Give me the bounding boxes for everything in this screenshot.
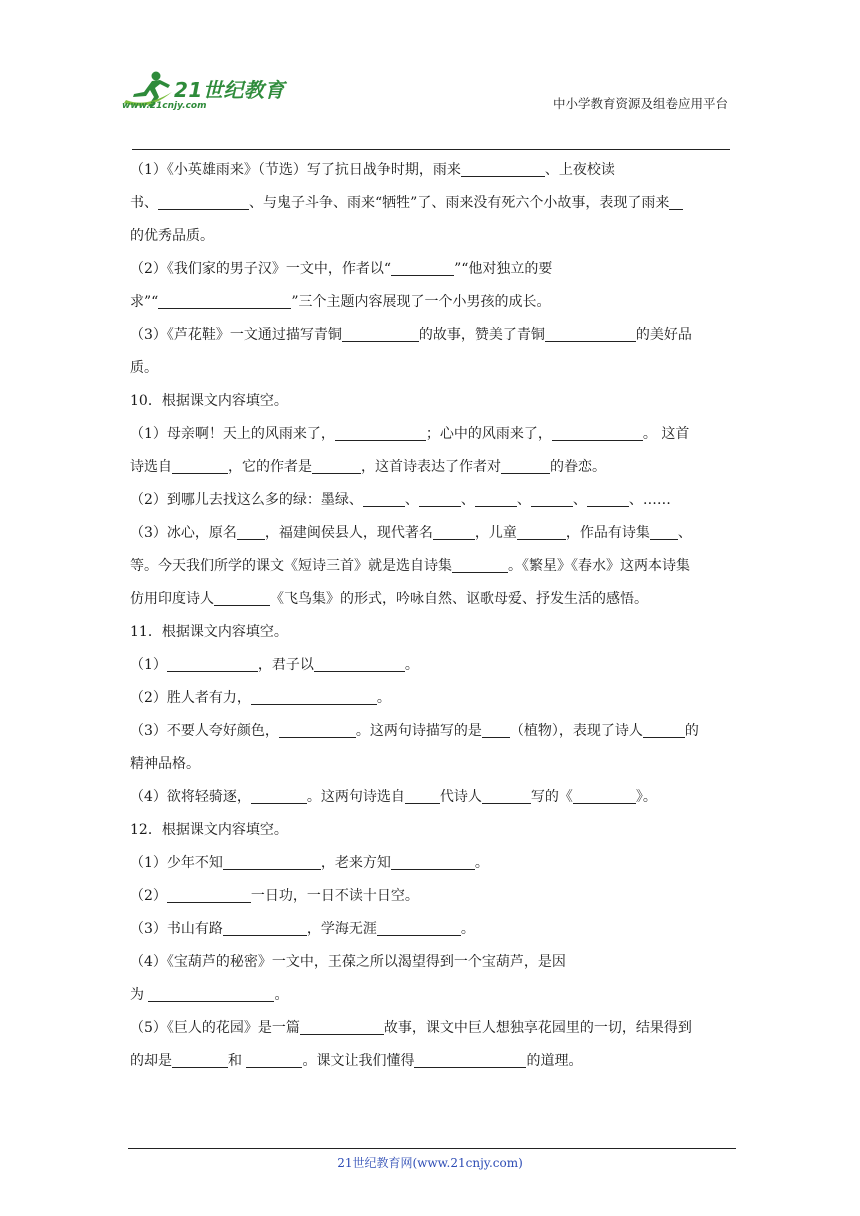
text-line: 的优秀品质。 xyxy=(130,228,214,244)
answer-blank[interactable] xyxy=(517,523,566,540)
text-line: 诗选自 ，它的作者是 ，这首诗表达了作者对 的眷恋。 xyxy=(130,459,606,475)
answer-blank[interactable] xyxy=(391,259,454,276)
answer-blank[interactable] xyxy=(172,457,228,474)
answer-blank[interactable] xyxy=(214,589,270,606)
text-line: 12．根据课文内容填空。 xyxy=(130,822,288,838)
answer-blank[interactable] xyxy=(167,655,258,672)
answer-blank[interactable] xyxy=(501,457,550,474)
text-line: （3）不要人夸好颜色， 。这两句诗描写的是 （植物），表现了诗人 的 xyxy=(130,723,699,739)
logo-text: 21世纪教育 xyxy=(174,78,285,102)
text-line: （1）少年不知 ，老来方知 。 xyxy=(130,855,489,871)
header-divider xyxy=(132,149,730,150)
answer-blank[interactable] xyxy=(531,490,573,507)
text-line: （1） ，君子以 。 xyxy=(130,657,419,673)
text-line: 等。今天我们所学的课文《短诗三首》就是选自诗集 。《繁星》《春水》这两本诗集 xyxy=(130,558,690,574)
text-line: 精神品格。 xyxy=(130,756,200,772)
answer-blank[interactable] xyxy=(223,919,307,936)
answer-blank[interactable] xyxy=(300,1018,384,1035)
answer-blank[interactable] xyxy=(482,721,510,738)
answer-blank[interactable] xyxy=(377,919,461,936)
footer-text: 21世纪教育网(www.21cnjy.com) xyxy=(337,1156,523,1170)
answer-blank[interactable] xyxy=(643,721,685,738)
answer-blank[interactable] xyxy=(482,787,531,804)
page-header xyxy=(122,64,730,152)
text-line: （3）冰心，原名 ，福建闽侯县人，现代著名 ，儿童 ，作品有诗集 、 xyxy=(130,525,692,541)
answer-blank[interactable] xyxy=(223,853,321,870)
platform-slogan: 中小学教育资源及组卷应用平台 xyxy=(552,96,728,111)
answer-blank[interactable] xyxy=(312,457,361,474)
text-line: （2）胜人者有力， 。 xyxy=(130,690,391,706)
answer-blank[interactable] xyxy=(363,490,405,507)
answer-blank[interactable] xyxy=(475,490,517,507)
answer-blank[interactable] xyxy=(573,787,636,804)
answer-blank[interactable] xyxy=(452,556,508,573)
answer-blank[interactable] xyxy=(158,193,249,210)
text-line: 10．根据课文内容填空。 xyxy=(130,393,288,409)
answer-blank[interactable] xyxy=(650,523,678,540)
logo xyxy=(122,70,292,114)
text-line: （4）《宝葫芦的秘密》一文中，王葆之所以渴望得到一个宝葫芦，是因 xyxy=(130,954,566,970)
text-line: 质。 xyxy=(130,360,158,376)
answer-blank[interactable] xyxy=(405,787,440,804)
text-line: 仿用印度诗人 《飞鸟集》的形式，吟咏自然、讴歌母爱、抒发生活的感悟。 xyxy=(130,591,648,607)
answer-blank[interactable] xyxy=(237,523,265,540)
answer-blank[interactable] xyxy=(669,193,683,210)
logo-url: www.21cnjy.com xyxy=(122,101,207,111)
text-line: （2） 一日功，一日不读十日空。 xyxy=(130,888,419,904)
answer-blank[interactable] xyxy=(391,853,475,870)
text-line: （4）欲将轻骑逐， 。这两句诗选自 代诗人 写的《 》。 xyxy=(130,789,657,805)
answer-blank[interactable] xyxy=(251,787,307,804)
text-line: （2）到哪儿去找这么多的绿：墨绿、 、 、 、 、 、…… xyxy=(130,492,671,508)
answer-blank[interactable] xyxy=(158,292,291,309)
footer-divider xyxy=(128,1148,736,1149)
text-line: 为 。 xyxy=(130,987,289,1003)
text-line: （3）《芦花鞋》一文通过描写青铜 的故事，赞美了青铜 的美好品 xyxy=(130,327,692,343)
answer-blank[interactable] xyxy=(246,1051,302,1068)
answer-blank[interactable] xyxy=(433,523,475,540)
answer-blank[interactable] xyxy=(279,721,356,738)
answer-blank[interactable] xyxy=(167,886,251,903)
answer-blank[interactable] xyxy=(172,1051,228,1068)
answer-blank[interactable] xyxy=(314,655,405,672)
answer-blank[interactable] xyxy=(461,160,545,177)
text-line: （5）《巨人的花园》是一篇 故事，课文中巨人想独享花园里的一切，结果得到 xyxy=(130,1020,692,1036)
answer-blank[interactable] xyxy=(419,490,461,507)
answer-blank[interactable] xyxy=(545,325,636,342)
answer-blank[interactable] xyxy=(342,325,419,342)
text-line: 书、 、与鬼子斗争、雨来“牺牲”了、雨来没有死六个小故事，表现了雨来 xyxy=(130,187,732,220)
text-line: （3）书山有路 ，学海无涯 。 xyxy=(130,921,475,937)
answer-blank[interactable] xyxy=(414,1051,526,1068)
text-line: 的却是 和 。课文让我们懂得 的道理。 xyxy=(130,1053,583,1069)
text-line: （1）母亲啊！天上的风雨来了， ；心中的风雨来了， 。 这首 xyxy=(130,426,690,442)
answer-blank[interactable] xyxy=(552,424,643,441)
answer-blank[interactable] xyxy=(335,424,426,441)
worksheet-body xyxy=(130,154,732,1078)
text-line: 11．根据课文内容填空。 xyxy=(130,624,288,640)
answer-blank[interactable] xyxy=(251,688,377,705)
text-line: 求”“ ”三个主题内容展现了一个小男孩的成长。 xyxy=(130,294,551,310)
text-line: （1）《小英雄雨来》（节选）写了抗日战争时期，雨来 、上夜校读 xyxy=(130,162,615,178)
answer-blank[interactable] xyxy=(587,490,629,507)
text-line: （2）《我们家的男子汉》一文中，作者以“ ”“他对独立的要 xyxy=(130,261,553,277)
answer-blank[interactable] xyxy=(148,985,274,1002)
